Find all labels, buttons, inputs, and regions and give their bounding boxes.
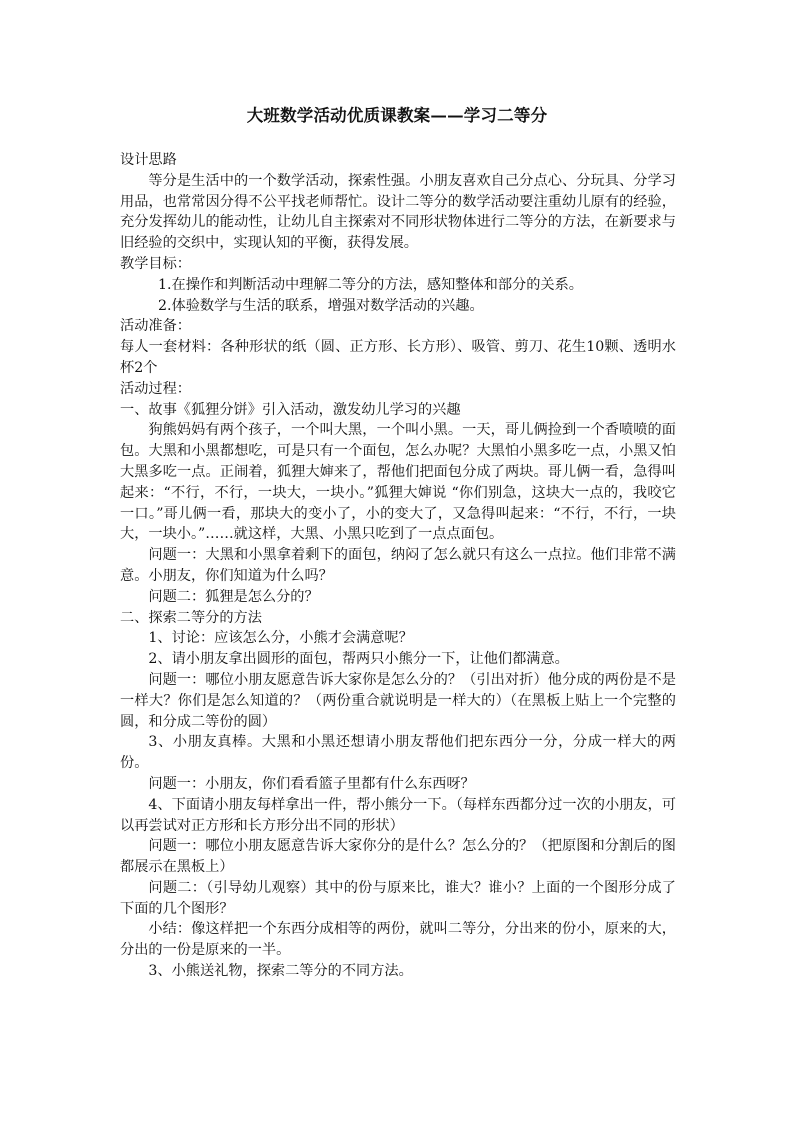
paragraph-summary: 小结：像这样把一个东西分成相等的两份，就叫二等分，分出来的份小，原来的大，分出的一份是原来的一半。 — [120, 921, 676, 959]
section-heading-design: 设计思路 — [120, 152, 177, 168]
paragraph-step-4-question-2: 问题二：（引导幼儿观察）其中的份与原来比，谁大？谁小？上面的一个图形分成了下面的几个图形？ — [120, 879, 676, 917]
goal-item-1: 1.在操作和判断活动中理解二等分的方法，感知整体和部分的关系。 — [158, 276, 583, 293]
paragraph-question-1: 问题一：大黑和小黑拿着剩下的面包，纳闷了怎么就只有这么一点拉。他们非常不满意。小朋友，你们知道为什么吗？ — [120, 547, 676, 584]
section-heading-preparation: 活动准备： — [120, 318, 191, 335]
paragraph-question-2: 问题二：狐狸是怎么分的？ — [148, 588, 319, 605]
paragraph-step-1: 1、讨论：应该怎么分，小熊才会满意呢？ — [148, 630, 413, 647]
goal-item-2: 2.体验数学与生活的联系，增强对数学活动的兴趣。 — [158, 297, 484, 314]
paragraph-step-4-question-1: 问题一：哪位小朋友愿意告诉大家你分的是什么？怎么分的？（把原图和分割后的图都展示在黑板上） — [120, 838, 676, 876]
paragraph-materials: 每人一套材料：各种形状的纸（圆、正方形、长方形）、吸管、剪刀、花生10颗、透明水杯2个 — [120, 339, 676, 376]
section-heading-goals: 教学目标： — [120, 255, 191, 272]
subheading-story: 一、故事《狐狸分饼》引入活动，激发幼儿学习的兴趣 — [120, 401, 461, 418]
paragraph-story: 狗熊妈妈有两个孩子，一个叫大黑，一个叫小黑。一天，哥儿俩捡到一个香喷喷的面包。大黑和小黑都想吃，可是只有一个面包，怎么办呢？大黑怕小黑多吃一点，小黑又怕大黑多吃一点。正闹着，狐狸大婶来了，帮他们把面包分成了两块。哥儿俩一看，急得叫起来：“不行，不行，一块大，一块小。”狐狸大婶说 “你们别急，这块大一点的，我咬它一口。”哥儿俩一看，那块大的变小了，小的变大了，又急得叫起来：“不行，不行，一块大，一块小。”……就这样，大黑、小黑只吃到了一点点面包。 — [120, 422, 676, 543]
paragraph-step-2: 2、请小朋友拿出圆形的面包，帮两只小熊分一下，让他们都满意。 — [148, 651, 569, 668]
paragraph-step-3: 3、小朋友真棒。大黑和小黑还想请小朋友帮他们把东西分一分，分成一样大的两份。 — [120, 734, 676, 772]
paragraph-design-idea: 等分是生活中的一个数学活动，探索性强。小朋友喜欢自己分点心、分玩具、分学习用品，也常常因分得不公平找老师帮忙。设计二等分的数学活动要注重幼儿原有的经验，充分发挥幼儿的能动性，让幼儿自主探索对不同形状物体进行二等分的方法，在新要求与旧经验的交织中，实现认知的平衡，获得发展。 — [120, 172, 676, 252]
subheading-explore: 二、探索二等分的方法 — [120, 609, 262, 626]
document-title: 大班数学活动优质课教案——学习二等分 — [246, 106, 548, 125]
paragraph-step-2-question: 问题一：哪位小朋友愿意告诉大家你是怎么分的？（引出对折）他分成的两份是不是一样大？你们是怎么知道的？（两份重合就说明是一样大的）（在黑板上贴上一个完整的圆，和分成二等份的圆） — [120, 671, 676, 730]
paragraph-step-4: 4、下面请小朋友每样拿出一件，帮小熊分一下。（每样东西都分过一次的小朋友，可以再尝试对正方形和长方形分出不同的形状） — [120, 796, 676, 834]
paragraph-gift: 3、小熊送礼物，探索二等分的不同方法。 — [148, 963, 413, 980]
paragraph-step-3-question: 问题一：小朋友，你们看看篮子里都有什么东西呀？ — [148, 775, 475, 792]
section-heading-process: 活动过程： — [120, 380, 191, 397]
document-body — [120, 150, 676, 982]
